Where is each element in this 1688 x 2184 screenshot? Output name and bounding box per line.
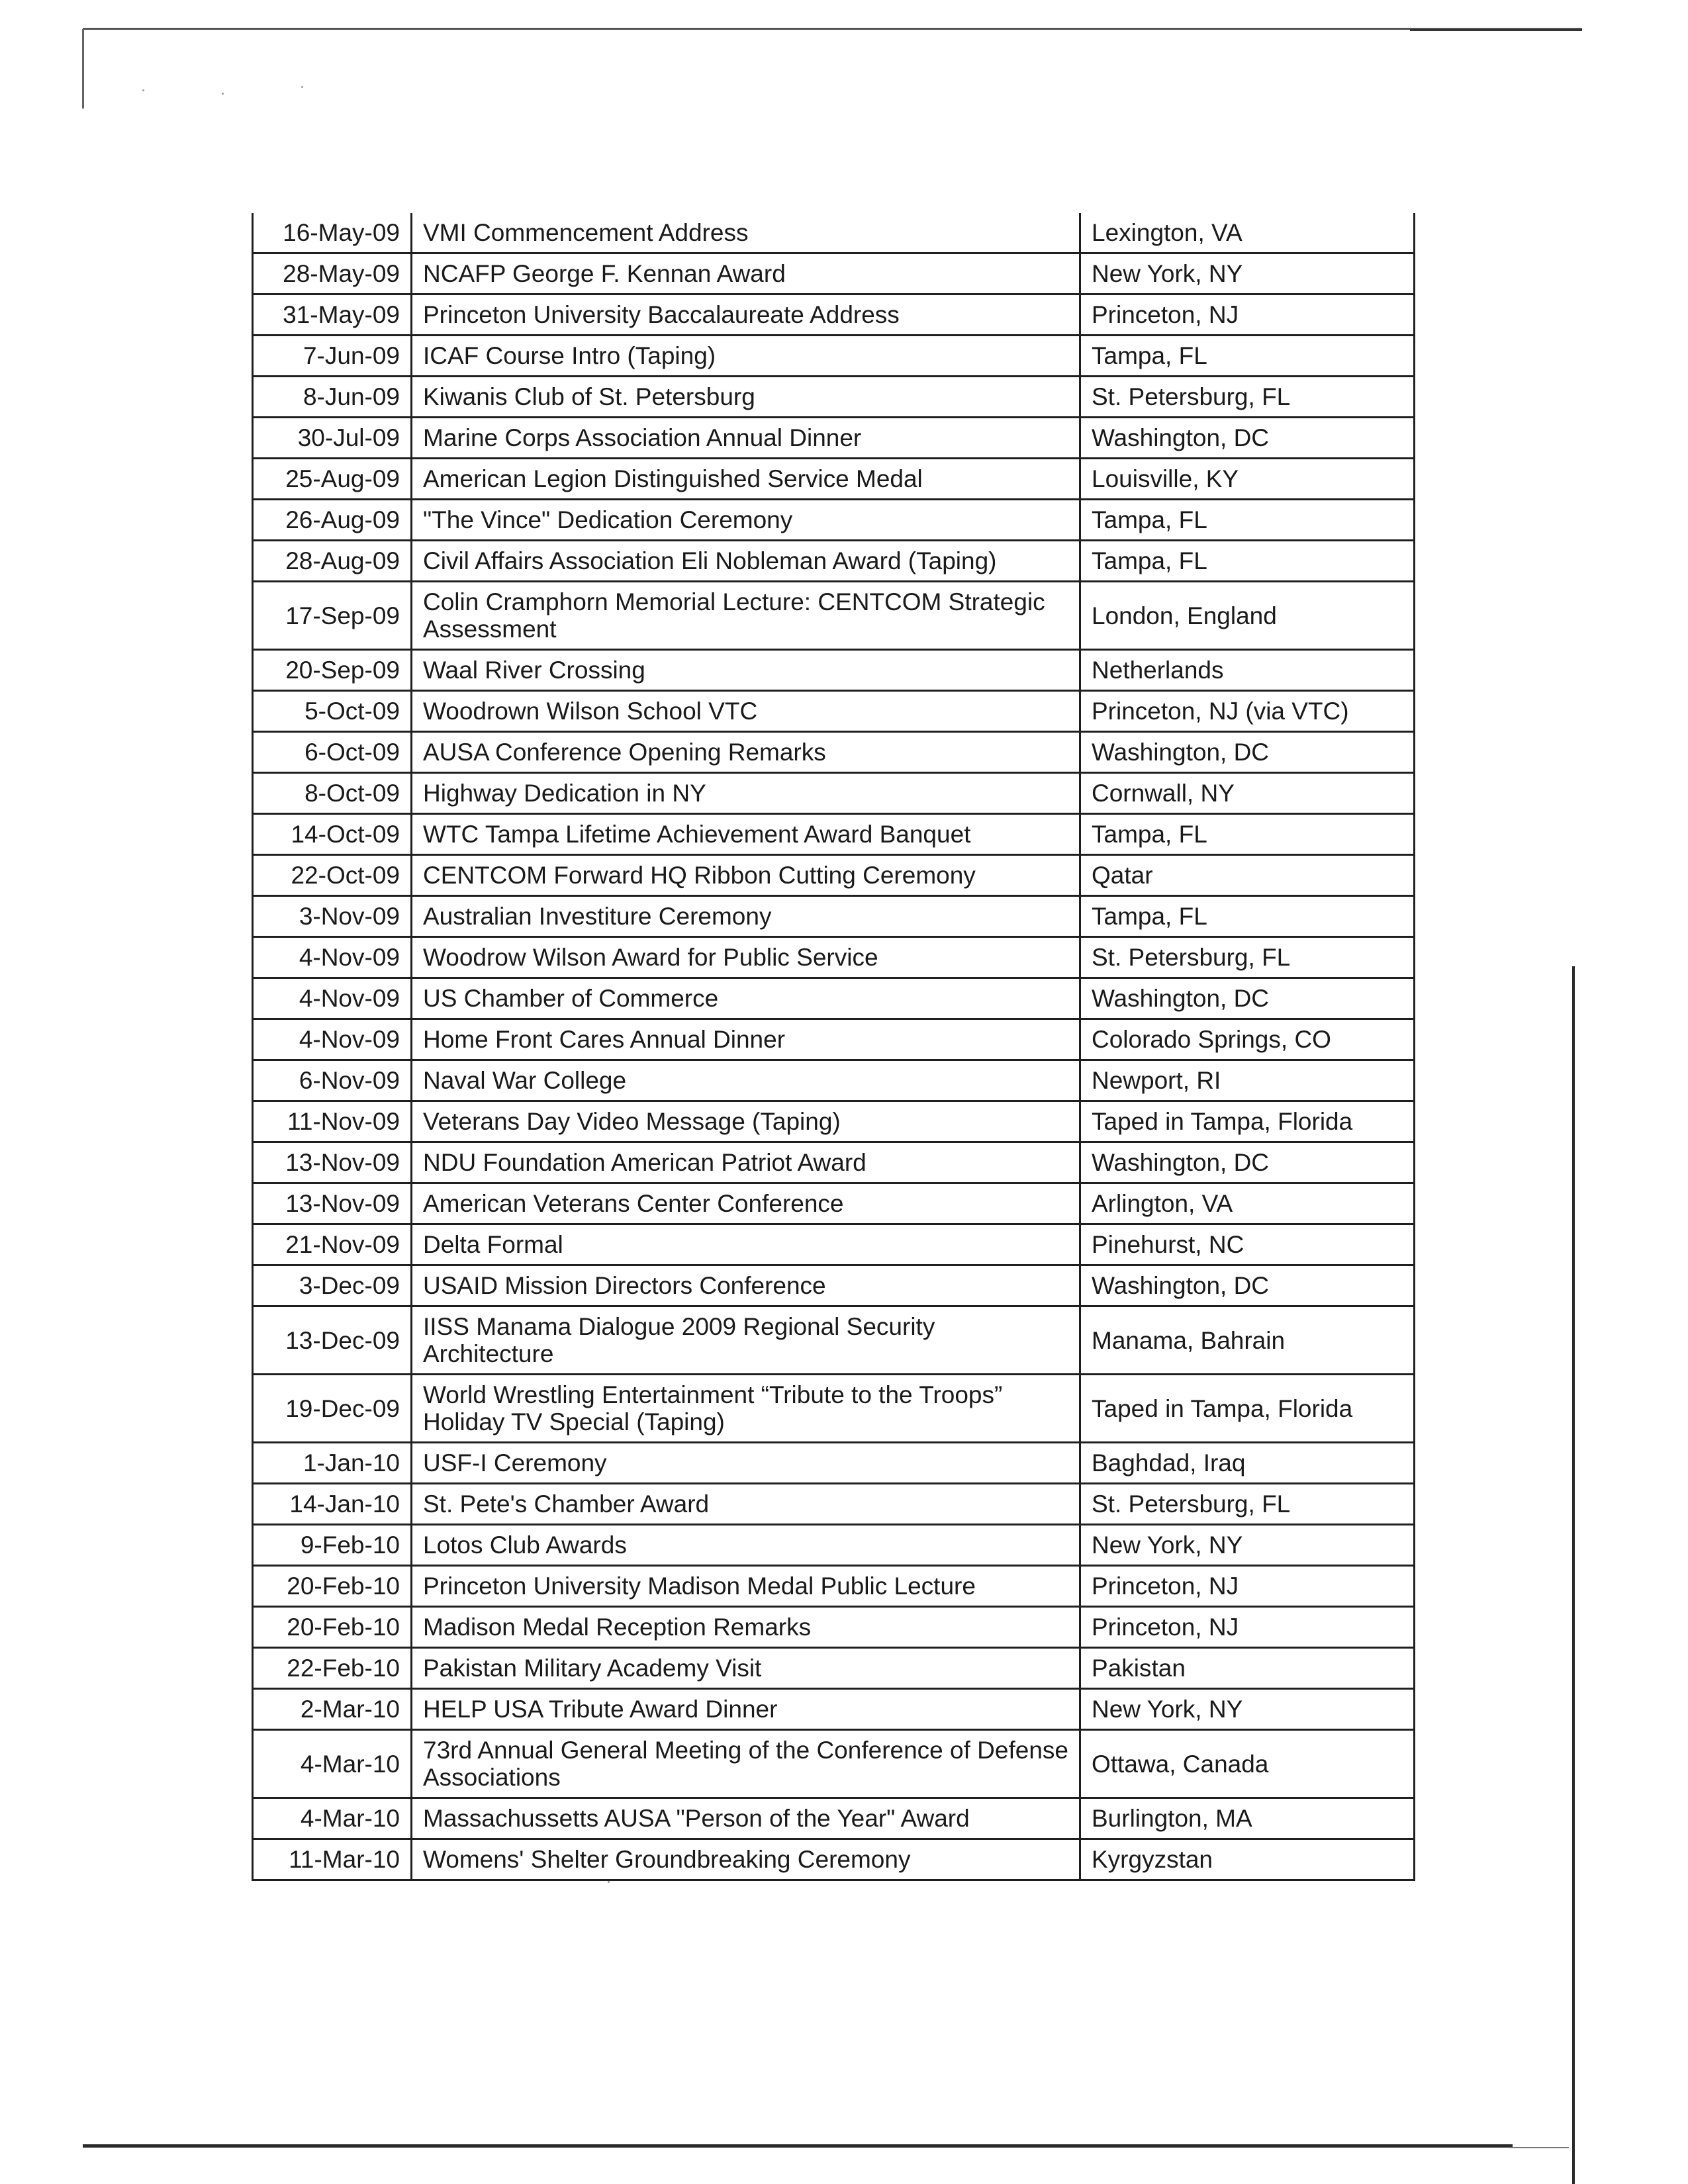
date-cell: 1-Jan-10 [253,1443,412,1484]
table-row [253,1566,1415,1607]
date-cell: 16-May-09 [253,213,412,253]
location-cell: Baghdad, Iraq [1080,1443,1415,1484]
table-row [253,1525,1415,1566]
date-cell: 2-Mar-10 [253,1689,412,1730]
date-cell: 14-Jan-10 [253,1484,412,1525]
date-cell: 11-Mar-10 [253,1839,412,1880]
date-cell: 8-Jun-09 [253,377,412,418]
location-cell: St. Petersburg, FL [1080,937,1415,978]
date-cell: 30-Jul-09 [253,418,412,459]
event-cell: Kiwanis Club of St. Petersburg [412,377,1080,418]
location-cell: New York, NY [1080,253,1415,295]
table-row [253,1689,1415,1730]
date-cell: 6-Oct-09 [253,732,412,773]
location-cell: Taped in Tampa, Florida [1080,1101,1415,1142]
location-cell: Newport, RI [1080,1060,1415,1101]
event-cell: USAID Mission Directors Conference [412,1265,1080,1306]
table-row [253,732,1415,773]
location-cell: Washington, DC [1080,1142,1415,1183]
event-cell: IISS Manama Dialogue 2009 Regional Security Architecture [412,1306,1080,1375]
location-cell: New York, NY [1080,1525,1415,1566]
table-row [253,978,1415,1019]
date-cell: 31-May-09 [253,295,412,336]
date-cell: 20-Sep-09 [253,650,412,691]
location-cell: New York, NY [1080,1689,1415,1730]
table-row [253,1183,1415,1224]
location-cell: Princeton, NJ [1080,295,1415,336]
location-cell: Louisville, KY [1080,459,1415,500]
location-cell: Washington, DC [1080,418,1415,459]
location-cell: Tampa, FL [1080,500,1415,541]
event-cell: Civil Affairs Association Eli Nobleman Award (Taping) [412,541,1080,582]
table-row [253,1648,1415,1689]
location-cell: Tampa, FL [1080,814,1415,855]
event-cell: Australian Investiture Ceremony [412,896,1080,937]
table-row [253,691,1415,732]
date-cell: 11-Nov-09 [253,1101,412,1142]
event-cell: Delta Formal [412,1224,1080,1265]
location-cell: Pinehurst, NC [1080,1224,1415,1265]
table-row [253,336,1415,377]
table-row [253,1101,1415,1142]
location-cell: St. Petersburg, FL [1080,377,1415,418]
date-cell: 26-Aug-09 [253,500,412,541]
table-row [253,1798,1415,1839]
location-cell: Washington, DC [1080,978,1415,1019]
date-cell: 5-Oct-09 [253,691,412,732]
date-cell: 20-Feb-10 [253,1566,412,1607]
table-row [253,377,1415,418]
event-cell: NDU Foundation American Patriot Award [412,1142,1080,1183]
scan-speck [142,89,144,91]
table-row [253,459,1415,500]
table-row [253,650,1415,691]
location-cell: Princeton, NJ [1080,1607,1415,1648]
event-cell: Naval War College [412,1060,1080,1101]
location-cell: Burlington, MA [1080,1798,1415,1839]
table-row [253,1443,1415,1484]
event-cell: US Chamber of Commerce [412,978,1080,1019]
location-cell: Manama, Bahrain [1080,1306,1415,1375]
location-cell: Colorado Springs, CO [1080,1019,1415,1060]
table-row [253,814,1415,855]
event-cell: NCAFP George F. Kennan Award [412,253,1080,295]
event-cell: HELP USA Tribute Award Dinner [412,1689,1080,1730]
event-cell: Highway Dedication in NY [412,773,1080,814]
location-cell: Kyrgyzstan [1080,1839,1415,1880]
event-cell: American Veterans Center Conference [412,1183,1080,1224]
date-cell: 4-Mar-10 [253,1730,412,1798]
table-row [253,773,1415,814]
event-cell: Womens' Shelter Groundbreaking Ceremony [412,1839,1080,1880]
table-row [253,253,1415,295]
table-row [253,1839,1415,1880]
location-cell: Princeton, NJ (via VTC) [1080,691,1415,732]
table-row [253,1224,1415,1265]
table-row [253,1306,1415,1375]
date-cell: 13-Nov-09 [253,1142,412,1183]
events-table [252,213,1415,1881]
table-row [253,1060,1415,1101]
table-row [253,582,1415,650]
table-row [253,1265,1415,1306]
table-row [253,855,1415,896]
location-cell: Ottawa, Canada [1080,1730,1415,1798]
location-cell: Lexington, VA [1080,213,1415,253]
location-cell: Tampa, FL [1080,896,1415,937]
event-cell: Woodrow Wilson Award for Public Service [412,937,1080,978]
table-row [253,213,1415,253]
date-cell: 6-Nov-09 [253,1060,412,1101]
date-cell: 4-Nov-09 [253,937,412,978]
table-row [253,1607,1415,1648]
event-cell: Waal River Crossing [412,650,1080,691]
location-cell: Tampa, FL [1080,336,1415,377]
table-row [253,1730,1415,1798]
table-row [253,541,1415,582]
table-row [253,418,1415,459]
table-row [253,500,1415,541]
date-cell: 8-Oct-09 [253,773,412,814]
scan-border-bottom-right [1509,2147,1569,2148]
table-row [253,896,1415,937]
event-cell: Colin Cramphorn Memorial Lecture: CENTCOM Strategic Assessment [412,582,1080,650]
date-cell: 21-Nov-09 [253,1224,412,1265]
date-cell: 13-Nov-09 [253,1183,412,1224]
date-cell: 9-Feb-10 [253,1525,412,1566]
event-cell: Lotos Club Awards [412,1525,1080,1566]
event-cell: CENTCOM Forward HQ Ribbon Cutting Ceremony [412,855,1080,896]
event-cell: Princeton University Baccalaureate Address [412,295,1080,336]
location-cell: Qatar [1080,855,1415,896]
scan-speck [301,86,303,88]
date-cell: 14-Oct-09 [253,814,412,855]
event-cell: WTC Tampa Lifetime Achievement Award Banquet [412,814,1080,855]
event-cell: Massachussetts AUSA "Person of the Year" Award [412,1798,1080,1839]
event-cell: "The Vince" Dedication Ceremony [412,500,1080,541]
location-cell: Taped in Tampa, Florida [1080,1375,1415,1443]
date-cell: 7-Jun-09 [253,336,412,377]
event-cell: Home Front Cares Annual Dinner [412,1019,1080,1060]
date-cell: 22-Oct-09 [253,855,412,896]
location-cell: Pakistan [1080,1648,1415,1689]
event-cell: Veterans Day Video Message (Taping) [412,1101,1080,1142]
date-cell: 4-Mar-10 [253,1798,412,1839]
event-cell: ICAF Course Intro (Taping) [412,336,1080,377]
date-cell: 28-May-09 [253,253,412,295]
location-cell: Washington, DC [1080,1265,1415,1306]
event-cell: World Wrestling Entertainment “Tribute to the Troops” Holiday TV Special (Taping) [412,1375,1080,1443]
date-cell: 13-Dec-09 [253,1306,412,1375]
events-table-body [253,213,1415,1880]
table-row [253,1019,1415,1060]
scan-speck [608,1881,610,1883]
date-cell: 20-Feb-10 [253,1607,412,1648]
scan-border-left [82,29,84,109]
event-cell: USF-I Ceremony [412,1443,1080,1484]
event-cell: 73rd Annual General Meeting of the Conference of Defense Associations [412,1730,1080,1798]
event-cell: Princeton University Madison Medal Public Lecture [412,1566,1080,1607]
date-cell: 17-Sep-09 [253,582,412,650]
event-cell: Madison Medal Reception Remarks [412,1607,1080,1648]
location-cell: Tampa, FL [1080,541,1415,582]
date-cell: 4-Nov-09 [253,978,412,1019]
event-cell: AUSA Conference Opening Remarks [412,732,1080,773]
event-cell: Marine Corps Association Annual Dinner [412,418,1080,459]
scan-border-bottom [83,2144,1513,2148]
date-cell: 19-Dec-09 [253,1375,412,1443]
location-cell: Princeton, NJ [1080,1566,1415,1607]
date-cell: 3-Dec-09 [253,1265,412,1306]
location-cell: Netherlands [1080,650,1415,691]
event-cell: American Legion Distinguished Service Medal [412,459,1080,500]
event-cell: Pakistan Military Academy Visit [412,1648,1080,1689]
date-cell: 22-Feb-10 [253,1648,412,1689]
table-row [253,295,1415,336]
location-cell: Arlington, VA [1080,1183,1415,1224]
scan-border-top-right [1410,29,1582,31]
date-cell: 25-Aug-09 [253,459,412,500]
date-cell: 3-Nov-09 [253,896,412,937]
location-cell: London, England [1080,582,1415,650]
table-row [253,1142,1415,1183]
location-cell: Cornwall, NY [1080,773,1415,814]
scan-border-right [1572,966,1575,2184]
location-cell: Washington, DC [1080,732,1415,773]
date-cell: 4-Nov-09 [253,1019,412,1060]
scan-speck [222,93,224,95]
table-row [253,1484,1415,1525]
table-row [253,1375,1415,1443]
event-cell: St. Pete's Chamber Award [412,1484,1080,1525]
event-cell: VMI Commencement Address [412,213,1080,253]
location-cell: St. Petersburg, FL [1080,1484,1415,1525]
event-cell: Woodrown Wilson School VTC [412,691,1080,732]
scan-border-top [83,28,1582,30]
date-cell: 28-Aug-09 [253,541,412,582]
table-row [253,937,1415,978]
